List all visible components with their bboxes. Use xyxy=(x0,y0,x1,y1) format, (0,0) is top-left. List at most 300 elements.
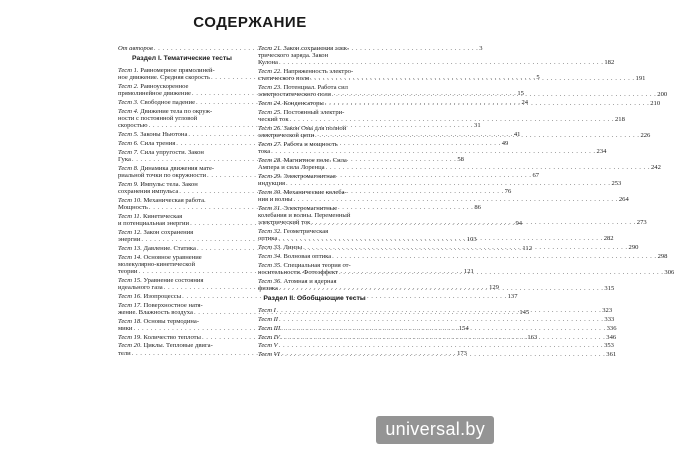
dot-leader xyxy=(278,235,602,242)
entry-text xyxy=(258,116,289,123)
entry-text xyxy=(258,351,280,358)
entry-text xyxy=(258,228,328,235)
entry-text xyxy=(118,83,188,90)
entry-label: Тест 25. xyxy=(258,109,282,116)
entry-page: 145 xyxy=(519,308,530,316)
entry-page: 182 xyxy=(604,59,615,67)
entry-last-line xyxy=(258,196,629,204)
entry-page: 346 xyxy=(606,333,617,341)
dot-leader xyxy=(286,180,610,187)
toc-entry xyxy=(258,68,646,83)
entry-text-part: Сила упругости. Закон xyxy=(140,148,204,156)
entry-label: Тест 8. xyxy=(118,164,139,172)
entry-text-part: Сила трения xyxy=(140,140,176,147)
entry-text xyxy=(118,277,203,284)
entry-label: Тест 30. xyxy=(258,189,282,196)
entry-text-part: ния и волны xyxy=(258,196,293,204)
entry-text xyxy=(118,309,193,316)
entry-text xyxy=(118,108,212,115)
entry-text-part: Поверхностное натя- xyxy=(143,301,203,309)
entry-text-part: Свободное падение xyxy=(140,99,196,107)
entry-text-part: ное движение. Средняя скорость xyxy=(118,74,210,82)
entry-text-line xyxy=(118,302,246,309)
entry-label: Тест II xyxy=(258,316,278,323)
entry-text-part: Закон сохранения элек- xyxy=(283,45,350,52)
entry-text-line xyxy=(258,205,371,212)
entry-text-line xyxy=(258,45,371,52)
dot-leader xyxy=(279,342,603,349)
entry-text-part: идеального газа xyxy=(118,284,163,291)
entry-page: 353 xyxy=(604,342,614,350)
entry-text-part: трического заряда. Закон xyxy=(258,52,329,60)
entry-page: 163 xyxy=(527,333,538,341)
entry-text-part: молекулярно-кинетической xyxy=(118,260,195,268)
entry-text-line xyxy=(258,278,371,285)
entry-text-part: Специальная теория от- xyxy=(283,261,351,269)
entry-text-part: Уравнение состояния xyxy=(143,276,204,284)
toc-entry xyxy=(258,109,625,124)
toc-entry xyxy=(258,316,615,323)
entry-text-part: тели xyxy=(118,349,131,357)
entry-text xyxy=(118,325,132,332)
entry-page: 58 xyxy=(457,156,464,163)
page-title: СОДЕРЖАНИЕ xyxy=(193,14,307,31)
entry-text xyxy=(258,235,277,242)
entry-label: Тест 13. xyxy=(118,244,142,252)
entry-text xyxy=(258,325,280,332)
entry-text xyxy=(258,75,309,82)
entry-label: Тест 35. xyxy=(258,261,282,269)
entry-text-part: Импульс тела. Закон xyxy=(140,180,198,188)
entry-text-part: Основное уравнение xyxy=(143,253,202,261)
entry-text xyxy=(258,285,278,292)
dot-leader xyxy=(326,164,650,171)
entry-text xyxy=(118,334,201,341)
entry-label: Тест 14. xyxy=(118,253,142,261)
entry-text xyxy=(118,245,196,252)
entry-last-line xyxy=(258,59,615,67)
entry-text-line xyxy=(118,67,246,74)
entry-page: 234 xyxy=(596,148,607,156)
entry-page: 242 xyxy=(651,164,661,172)
entry-text xyxy=(118,172,206,179)
entry-text-part: Атомная и ядерная xyxy=(283,277,337,285)
entry-text xyxy=(258,334,280,341)
entry-label: Тест 16. xyxy=(118,292,142,300)
entry-label: Тест 10. xyxy=(118,196,142,204)
entry-text xyxy=(258,316,278,323)
entry-text-part: Кулона xyxy=(258,59,278,67)
entry-page: 3 xyxy=(479,45,483,52)
entry-text-part: Напряженность электро- xyxy=(283,68,354,76)
entry-text xyxy=(258,109,344,116)
entry-text-line xyxy=(118,197,246,204)
dot-leader xyxy=(271,148,595,155)
entry-text-line xyxy=(118,342,246,349)
entry-text xyxy=(118,268,137,275)
entry-label: Тест 24. xyxy=(258,100,282,108)
entry-page: 103 xyxy=(466,236,477,243)
entry-text-part: Законы Ньютона xyxy=(140,131,188,139)
entry-text-part: Изопроцессы xyxy=(143,292,182,300)
entry-label: Тест 20. xyxy=(118,342,142,350)
entry-page: 226 xyxy=(640,132,651,140)
entry-text-part: носительности. Фотоэффект xyxy=(258,269,338,276)
entry-label: Тест IV xyxy=(258,333,280,341)
dot-leader xyxy=(293,196,617,203)
entry-text xyxy=(118,318,199,325)
entry-text-part: Движение тела по окруж- xyxy=(140,108,213,115)
entry-text-part: Ампера и сила Лоренца xyxy=(258,164,325,172)
entry-page: 306 xyxy=(664,269,674,276)
dot-leader xyxy=(277,307,601,314)
entry-text xyxy=(118,115,197,122)
entry-text xyxy=(118,204,148,211)
entry-text xyxy=(258,278,337,285)
entry-text xyxy=(118,74,210,81)
entry-label: Тест 2. xyxy=(118,83,139,91)
entry-text-part: физика xyxy=(258,285,278,292)
entry-text-part: Конденсаторы xyxy=(283,100,324,108)
entry-text-part: Закон сохранения xyxy=(143,228,194,236)
entry-label: Тест 18. xyxy=(118,317,142,325)
entry-text-part: Механические колеба- xyxy=(283,189,347,196)
entry-label: Тест 1. xyxy=(118,67,139,75)
entry-label: Тест 29. xyxy=(258,173,282,180)
entry-text xyxy=(258,141,338,148)
dot-leader xyxy=(311,219,635,226)
entry-label: Тест 17. xyxy=(118,301,142,309)
entry-label: Тест I xyxy=(258,307,276,315)
entry-label: Тест 9. xyxy=(118,180,139,188)
entry-page: 173 xyxy=(457,349,467,357)
dot-leader xyxy=(281,351,605,358)
entry-text-line xyxy=(258,228,371,235)
entry-text-part: Гука xyxy=(118,156,131,163)
entry-text-line xyxy=(118,254,246,261)
entry-text xyxy=(118,165,214,172)
entry-page: 273 xyxy=(636,219,647,227)
entry-page: 137 xyxy=(507,292,518,300)
entry-text xyxy=(118,131,187,138)
entry-label: Тест 3. xyxy=(118,99,139,107)
entry-text xyxy=(258,269,338,276)
entry-text xyxy=(118,213,182,220)
entry-text-part: Электромагнитная xyxy=(283,173,336,180)
entry-text xyxy=(258,212,350,219)
entry-text-part: оптика xyxy=(258,235,278,243)
entry-page: 298 xyxy=(657,253,668,260)
entry-text-line xyxy=(118,181,246,188)
entry-page: 121 xyxy=(463,268,474,275)
entry-page: 253 xyxy=(611,180,622,188)
entry-text-part: электрической цепи xyxy=(258,132,315,140)
entry-text-line xyxy=(258,189,371,196)
entry-text-line xyxy=(118,213,246,220)
entry-text-line xyxy=(118,149,246,156)
dot-leader xyxy=(279,285,603,292)
entry-text-part: Равномерное прямолиней- xyxy=(140,67,215,75)
toc-entry xyxy=(258,253,668,260)
entry-page: 200 xyxy=(657,91,668,99)
entry-label: Тест V xyxy=(258,342,278,350)
section-heading-part1: Раздел I. Тематические тесты xyxy=(132,55,232,63)
entry-text xyxy=(258,262,351,269)
entry-label: Тест 11. xyxy=(118,212,142,220)
entry-page: 94 xyxy=(515,220,523,227)
entry-text-part: тока xyxy=(258,148,271,156)
entry-page: 5 xyxy=(536,74,540,82)
entry-text xyxy=(118,254,202,261)
entry-text-line xyxy=(258,109,371,116)
toc-entry xyxy=(258,45,615,67)
entry-last-line xyxy=(258,342,614,350)
dot-leader xyxy=(281,325,605,332)
entry-text xyxy=(118,90,191,97)
entry-text-line xyxy=(258,157,371,164)
entry-text-part: статического поля xyxy=(258,75,310,83)
entry-page: 323 xyxy=(602,307,613,315)
entry-label: От авторов xyxy=(118,45,153,52)
entry-label: Тест 23. xyxy=(258,84,282,92)
dot-leader xyxy=(279,59,603,66)
entry-text xyxy=(118,236,140,243)
entry-text xyxy=(118,302,203,309)
entry-text xyxy=(118,261,195,268)
entry-text-part: Механическая работа. xyxy=(143,196,206,204)
entry-text xyxy=(258,244,302,251)
entry-page: 336 xyxy=(606,324,617,332)
entry-text-part: индукция xyxy=(258,180,286,188)
entry-text-line xyxy=(118,165,246,172)
entry-text xyxy=(258,148,270,155)
entry-page: 112 xyxy=(522,244,533,252)
entry-text-part: энергии xyxy=(118,236,141,243)
entry-label: Тест 12. xyxy=(118,228,142,236)
entry-label: Тест VI xyxy=(258,351,280,359)
entry-last-line xyxy=(258,180,622,188)
entry-label: Тест 28. xyxy=(258,157,282,164)
entry-text xyxy=(118,140,175,147)
entry-text xyxy=(258,52,328,59)
entry-text-part: скоростью xyxy=(118,122,148,130)
entry-page: 218 xyxy=(614,116,625,124)
entry-text-line xyxy=(118,83,246,90)
watermark-logo: universal.by xyxy=(376,416,494,444)
entry-page: 361 xyxy=(606,351,617,359)
entry-text xyxy=(118,156,131,163)
entry-text xyxy=(258,253,331,260)
entry-text-line xyxy=(258,173,371,180)
entry-text-part: Постоянный электри- xyxy=(283,109,345,116)
entry-text xyxy=(118,99,195,106)
entry-text-part: Циклы. Тепловые двига- xyxy=(143,342,213,350)
entry-page: 31 xyxy=(474,122,481,130)
entry-label: Тест 7. xyxy=(118,148,139,156)
entry-text-line xyxy=(258,68,371,75)
entry-text xyxy=(258,59,278,66)
dot-leader xyxy=(332,253,656,260)
entry-page: 76 xyxy=(504,188,512,195)
entry-text xyxy=(258,180,285,187)
entry-text xyxy=(118,197,206,204)
entry-text-part: Работа и мощность xyxy=(283,141,338,148)
entry-text-part: Мощность xyxy=(118,204,148,211)
entry-text-part: Магнитное поле. Сила xyxy=(283,157,347,164)
entry-text-part: Давление. Статика xyxy=(143,244,196,252)
dot-leader xyxy=(325,100,649,107)
entry-text xyxy=(258,173,336,180)
dot-leader xyxy=(332,91,656,98)
entry-text-part: Динамика движения мате- xyxy=(140,164,215,172)
entry-text-part: риальной точки по окружности xyxy=(118,172,207,179)
entry-text-part: Волновая оптика xyxy=(283,253,332,260)
entry-text-part: колебания и волны. Переменный xyxy=(258,212,351,220)
entry-text-part: прямолинейное движение xyxy=(118,90,191,98)
entry-label: Тест 27. xyxy=(258,141,282,148)
entry-text xyxy=(118,350,131,357)
entry-last-line xyxy=(258,164,661,172)
dot-leader xyxy=(310,75,634,82)
entry-text xyxy=(258,132,314,139)
entry-page: 67 xyxy=(532,172,540,179)
entry-text xyxy=(118,293,181,300)
entry-text-part: Закон Ома для полной xyxy=(283,125,347,132)
entry-text-part: Электромагнитные xyxy=(283,205,338,212)
entry-text-part: Равноускоренное xyxy=(140,83,189,91)
dot-leader xyxy=(303,244,627,251)
entry-text-part: Линзы xyxy=(283,244,303,252)
entry-text xyxy=(118,181,198,188)
entry-text xyxy=(118,188,178,195)
entry-page: 24 xyxy=(521,99,529,107)
entry-label: Тест 21. xyxy=(258,45,282,52)
entry-last-line xyxy=(258,316,615,323)
entry-text-part: электростатического поля xyxy=(258,91,331,99)
toc-entry xyxy=(258,100,661,108)
entry-page: 41 xyxy=(513,131,521,139)
entry-text xyxy=(258,196,292,203)
entry-text xyxy=(258,84,348,91)
entry-text xyxy=(118,229,193,236)
entry-page: 129 xyxy=(489,284,499,291)
entry-page: 290 xyxy=(628,244,639,252)
entry-label: Тест 4. xyxy=(118,108,139,115)
dot-leader xyxy=(315,132,639,139)
entry-text xyxy=(258,45,349,52)
entry-text xyxy=(258,100,324,107)
entry-text-part: жение. Влажность воздуха xyxy=(118,308,193,316)
entry-label: Тест III xyxy=(258,324,281,332)
entry-label: Тест 15. xyxy=(118,276,142,284)
dot-leader xyxy=(281,334,605,341)
entry-text xyxy=(118,220,189,227)
entry-text-part: ности с постоянной угловой xyxy=(118,115,198,123)
entry-text-part: мики xyxy=(118,324,133,332)
dot-leader xyxy=(279,316,603,323)
entry-last-line xyxy=(258,148,607,156)
entry-text xyxy=(258,307,276,314)
entry-label: Тест 26. xyxy=(258,125,282,132)
entry-label: Тест 34. xyxy=(258,253,282,260)
entry-text-line xyxy=(118,115,246,122)
entry-text-line xyxy=(118,318,246,325)
entry-page: 191 xyxy=(635,75,646,83)
entry-label: Тест 31. xyxy=(258,205,282,212)
entry-text-line xyxy=(258,84,371,91)
entry-page: 210 xyxy=(650,100,661,108)
entry-text xyxy=(258,342,278,349)
entry-text xyxy=(258,125,346,132)
entry-text xyxy=(258,205,337,212)
entry-text xyxy=(258,219,310,226)
entry-text-line xyxy=(118,108,246,115)
entry-last-line xyxy=(258,253,668,260)
entry-page: 264 xyxy=(618,196,629,204)
entry-text-part: Основы термодина- xyxy=(143,317,200,325)
entry-label: Тест 6. xyxy=(118,140,139,147)
entry-page: 86 xyxy=(474,204,481,211)
entry-text-part: теории xyxy=(118,268,138,275)
dot-leader xyxy=(339,269,663,276)
entry-text xyxy=(118,284,163,291)
section-heading-part2: Раздел II. Обобщающие тесты xyxy=(263,295,366,303)
entry-text-part: Потенциал. Работа сил xyxy=(283,84,348,92)
entry-text-line xyxy=(118,261,246,268)
entry-last-line xyxy=(258,116,625,124)
entry-page: 15 xyxy=(517,90,524,98)
entry-page: 333 xyxy=(604,316,615,323)
entry-text xyxy=(258,157,347,164)
entry-text-line xyxy=(118,277,246,284)
toc-entry xyxy=(258,342,614,350)
entry-text-line xyxy=(118,229,246,236)
entry-text-part: Количество теплоты xyxy=(143,333,201,341)
entry-text-part: сохранения импульса xyxy=(118,188,179,195)
entry-text xyxy=(118,342,213,349)
entry-text-line xyxy=(258,141,371,148)
entry-text xyxy=(258,91,331,98)
entry-page: 154 xyxy=(458,324,469,332)
entry-label: Тест 22. xyxy=(258,68,282,76)
entry-last-line xyxy=(258,75,646,83)
entry-text-part: ческий ток xyxy=(258,116,289,124)
entry-label: Тест 5. xyxy=(118,131,139,139)
entry-text-part: Кинетическая xyxy=(143,212,183,220)
entry-text-part: и потенциальная энергии xyxy=(118,220,190,227)
entry-text-part: электрический ток xyxy=(258,219,311,227)
entry-label: Тест 33. xyxy=(258,244,282,252)
entry-text xyxy=(118,67,215,74)
entry-text-line xyxy=(258,52,371,59)
entry-text-line xyxy=(258,125,371,132)
entry-page: 315 xyxy=(604,285,615,292)
entry-text xyxy=(258,68,353,75)
entry-text xyxy=(118,122,148,129)
entry-page: 282 xyxy=(603,235,614,243)
entry-label: Тест 32. xyxy=(258,228,282,236)
dot-leader xyxy=(290,116,614,123)
entry-text-line xyxy=(258,212,371,219)
entry-label: Тест 19. xyxy=(118,333,142,341)
entry-label: Тест 36. xyxy=(258,277,282,285)
entry-text xyxy=(118,149,204,156)
entry-text-part: Геометрическая xyxy=(283,228,329,236)
entry-text-line xyxy=(258,262,371,269)
entry-text xyxy=(258,189,347,196)
entry-last-line xyxy=(258,100,661,108)
entry-text xyxy=(258,164,325,171)
